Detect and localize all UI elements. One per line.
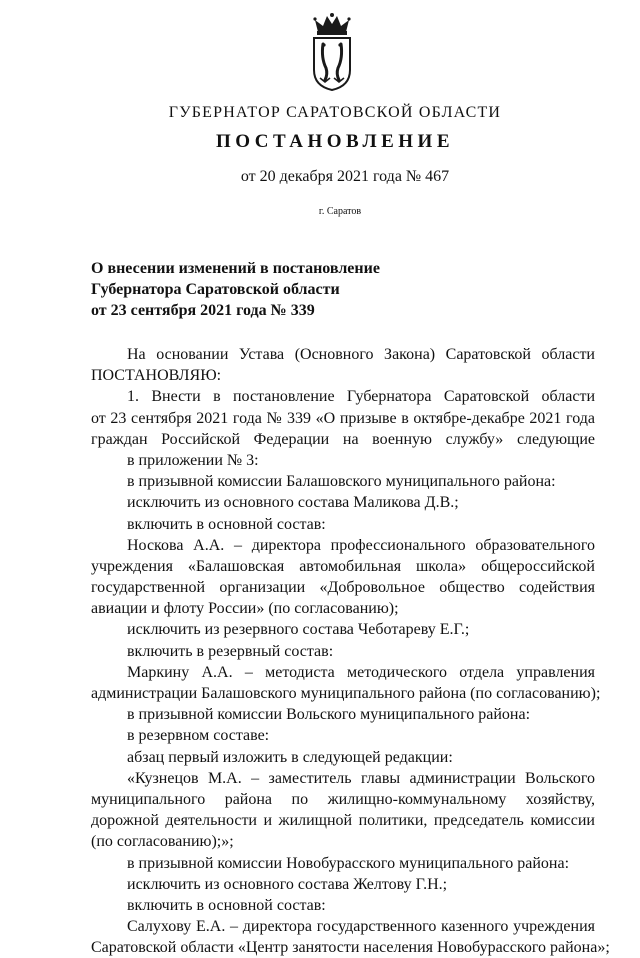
subject-line: от 23 сентября 2021 года № 339 [91,302,315,319]
body-line: исключить из резервного состава Чеботареву Е.Г.; [127,621,470,639]
document-date-number: от 20 декабря 2021 года № 467 [240,168,450,185]
body-line: (по согласованию);»; [91,833,234,851]
body-line: 1. Внести в постановление Губернатора Саратовской области [127,388,595,406]
body-line: учреждения «Балашовская автомобильная школа» общероссийской [91,557,595,575]
body-line: в призывной комиссии Балашовского муниципального района: [127,473,556,491]
document-type-title: ПОСТАНОВЛЕНИЕ [215,131,455,152]
document-subject [91,258,491,321]
subject-line: Губернатора Саратовской области [91,281,340,298]
body-line: На основании Устава (Основного Закона) Саратовской области [127,346,595,363]
body-line: включить в основной состав: [127,515,326,533]
body-line: Салухову Е.А. – директора государственного казенного учреждения [127,918,595,936]
document-city: г. Саратов [318,206,362,217]
body-line: в приложении № 3: [127,451,259,469]
body-line: от 23 сентября 2021 года № 339 «О призыве в октябре-декабре 2021 года [91,409,595,427]
coat-of-arms-icon [306,12,358,92]
body-line: государственной организации «Добровольное общество содействия [91,579,595,597]
body-line: дорожной деятельности и жилищной политики, председатель комиссии [91,812,595,830]
crown-icon [313,13,350,35]
document-body [91,344,610,958]
body-line: Носкова А.А. – директора профессионального образовательного [127,536,595,554]
body-line: абзац первый изложить в следующей редакции: [127,748,453,766]
body-line: граждан Российской Федерации на военную службу» следующие [91,430,595,448]
body-line: администрации Балашовского муниципального района (по согласованию); [91,685,601,702]
body-line: исключить из основного состава Желтову Г.Н.; [127,875,448,893]
shield-icon [314,38,350,90]
body-line: включить в резервный состав: [127,642,334,660]
body-line: Маркину А.А. – методиста методического отдела управления [127,663,595,681]
body-line: исключить из основного состава Маликова Д.В.; [127,494,459,512]
body-line: в резервном составе: [127,727,270,745]
body-line: Саратовской области «Центр занятости населения Новобурасского района»; [91,939,610,957]
issuing-authority: ГУБЕРНАТОР САРАТОВСКОЙ ОБЛАСТИ [168,104,502,121]
body-line: ПОСТАНОВЛЯЮ: [91,367,222,385]
body-line: в призывной комиссии Вольского муниципального района: [127,706,531,724]
body-line: включить в основной состав: [127,896,326,914]
body-line: в призывной комиссии Новобурасского муниципального района: [127,854,570,872]
body-line: муниципального района по жилищно-коммунальному хозяйству, [91,790,595,808]
body-line: авиации и флоту России» (по согласованию); [91,600,399,618]
subject-line: О внесении изменений в постановление [91,260,380,277]
body-line: «Кузнецов М.А. – заместитель главы администрации Вольского [127,769,595,787]
